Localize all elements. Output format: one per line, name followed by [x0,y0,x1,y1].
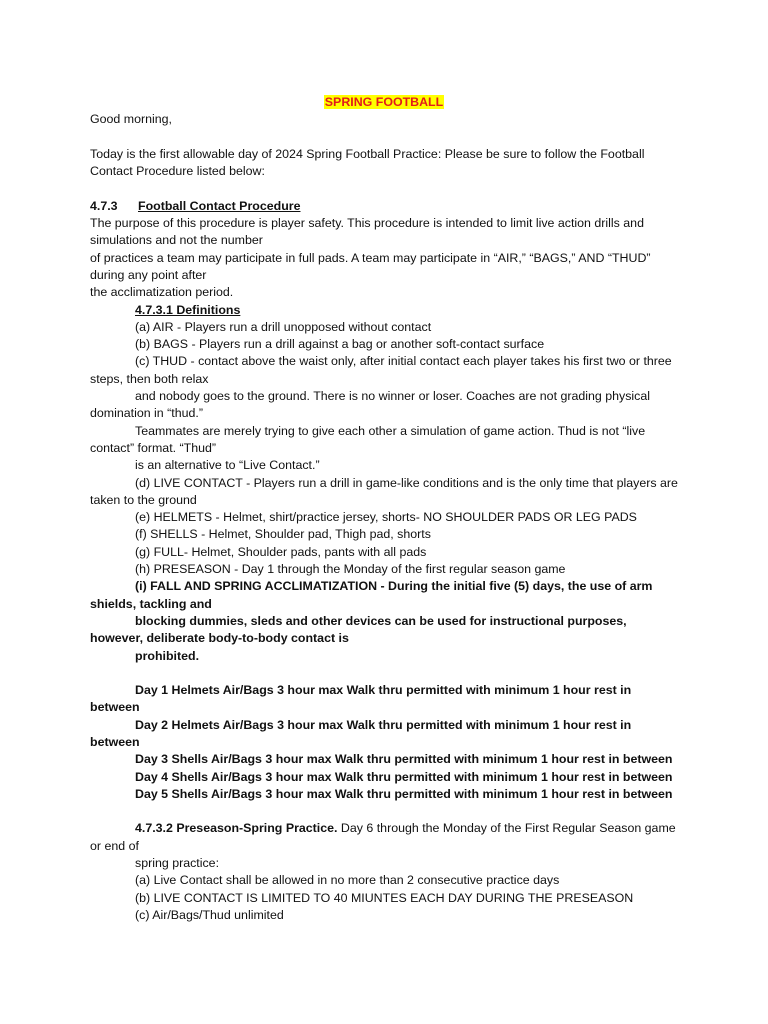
definition-acclimatization-line-3: prohibited. [135,648,200,663]
intro-paragraph: Today is the first allowable day of 2024 Spring Football Practice: Please be sure to follow the Football Contact Procedure listed below: [90,146,645,179]
definitions-heading: 4.7.3.1 Definitions [135,302,241,317]
preseason-rule-b: (b) LIVE CONTACT IS LIMITED TO 40 MIUNTES EACH DAY DURING THE PRESEASON [135,890,634,905]
spacer [90,180,678,197]
preseason-rule-a: (a) Live Contact shall be allowed in no more than 2 consecutive practice days [135,873,560,888]
day-2-schedule: Day 2 Helmets Air/Bags 3 hour max Walk thru permitted with minimum 1 hour rest in between [90,717,632,749]
definition-acclimatization-line-1: (i) FALL AND SPRING ACCLIMATIZATION - During the initial five (5) days, the use of arm shields, tackling and [90,579,653,611]
day-1-schedule: Day 1 Helmets Air/Bags 3 hour max Walk thru permitted with minimum 1 hour rest in between [90,683,632,715]
preseason-continuation: spring practice: [135,856,220,871]
purpose-line-2: of practices a team may participate in full pads. A team may participate in “AIR,” “BAGS,” AND “THUD” during any point after [90,250,651,282]
definition-thud-line-2: and nobody goes to the ground. There is no winner or loser. Coaches are not grading physical domination in “thud.” [90,389,650,421]
purpose-line-3: the acclimatization period. [90,285,234,300]
definition-helmets: (e) HELMETS - Helmet, shirt/practice jersey, shorts- NO SHOULDER PADS OR LEG PADS [135,510,637,525]
definition-thud-line-3: Teammates are merely trying to give each other a simulation of game action. Thud is not “live contact” format. “Thud” [90,423,646,455]
day-4-schedule: Day 4 Shells Air/Bags 3 hour max Walk thru permitted with minimum 1 hour rest in between [135,769,673,784]
definition-bags: (b) BAGS - Players run a drill against a bag or another soft-contact surface [135,337,545,352]
purpose-line-1: The purpose of this procedure is player safety. This procedure is intended to limit live action drills and simulations and not the number [90,216,644,248]
definition-acclimatization-line-2: blocking dummies, sleds and other devices can be used for instructional purposes, however, deliberate body-to-body contact is [90,613,627,646]
day-5-schedule: Day 5 Shells Air/Bags 3 hour max Walk thru permitted with minimum 1 hour rest in between [135,786,673,801]
document-title: SPRING FOOTBALL [324,95,444,109]
greeting: Good morning, [90,112,172,127]
spacer [90,803,678,820]
spacer [90,129,678,146]
definition-thud-line-1: (c) THUD - contact above the waist only, after initial contact each player takes his first two or three steps, then both relax [90,354,672,386]
section-heading [90,198,678,215]
definition-air: (a) AIR - Players run a drill unopposed without contact [135,319,432,334]
preseason-heading: 4.7.3.2 Preseason-Spring Practice. [135,821,338,836]
preseason-rule-c: (c) Air/Bags/Thud unlimited [135,907,284,922]
spacer [90,665,678,682]
definition-live-contact: (d) LIVE CONTACT - Players run a drill in game-like conditions and is the only time that players are taken to the ground [90,475,678,507]
definition-shells: (f) SHELLS - Helmet, Shoulder pad, Thigh pad, shorts [135,527,431,542]
definition-thud-line-4: is an alternative to “Live Contact.” [135,458,320,473]
section-number: 4.7.3 [90,198,118,213]
preseason-paragraph [90,820,678,855]
title-line [90,94,678,111]
definition-full: (g) FULL- Helmet, Shoulder pads, pants with all pads [135,544,427,559]
definition-preseason: (h) PRESEASON - Day 1 through the Monday of the first regular season game [135,562,566,577]
preseason-text: Day 6 through the Monday of the First Regular Season game or end of [90,821,676,853]
day-3-schedule: Day 3 Shells Air/Bags 3 hour max Walk thru permitted with minimum 1 hour rest in between [135,752,673,767]
document-page [90,94,678,924]
section-title: Football Contact Procedure [138,198,301,213]
